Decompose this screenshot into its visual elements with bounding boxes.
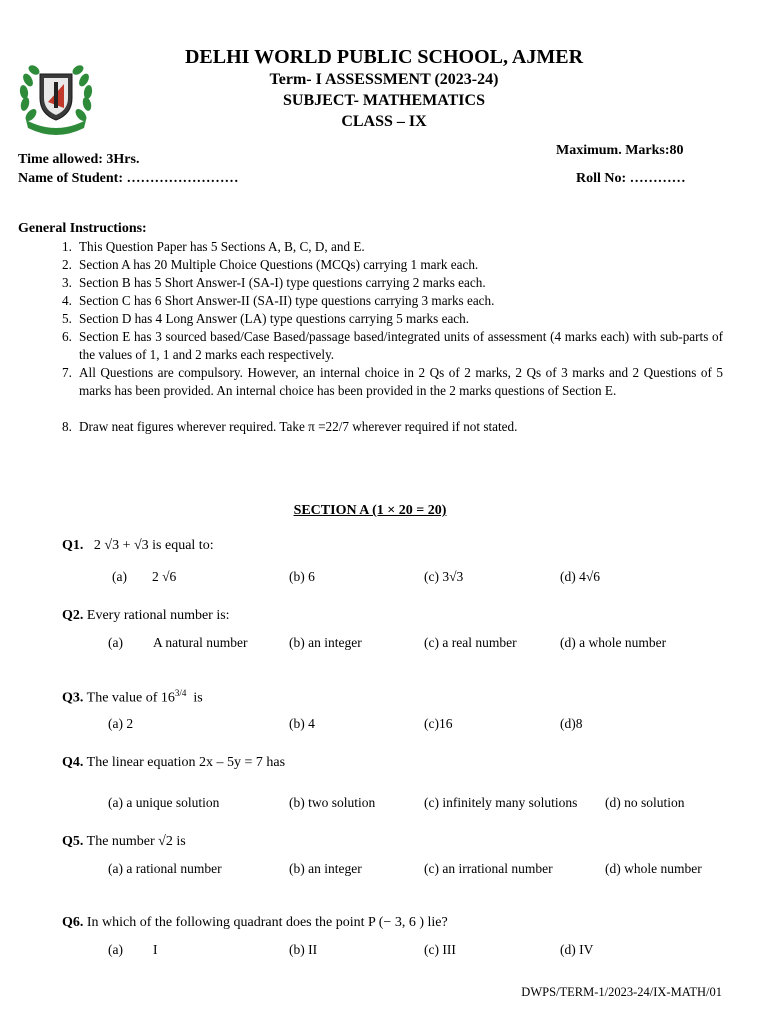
- time-allowed: Time allowed: 3Hrs.: [18, 152, 140, 167]
- option-a: (a) 2: [108, 716, 134, 731]
- option-c: (c) 3√3: [424, 569, 464, 584]
- subject-title: SUBJECT- MATHEMATICS: [283, 92, 485, 109]
- question-number: Q6.: [62, 915, 84, 930]
- option-c: (c) an irrational number: [424, 861, 553, 876]
- instruction-item: 1. This Question Paper has 5 Sections A, B, C, D, and E.: [62, 239, 365, 254]
- option-c: (c) III: [424, 942, 456, 957]
- option-b: (b) 4: [289, 716, 315, 731]
- instruction-item: 7. All Questions are compulsory. However, an internal choice in 2 Qs of 2 marks, 2 Qs of 3 marks and 2 Questions of 5 marks has been provided. An internal choice has been provided in the 2 marks questions of Section E.: [62, 365, 723, 398]
- question-text: Every rational number is:: [86, 608, 230, 623]
- exponent: 3/4: [174, 688, 187, 698]
- maximum-marks: Maximum. Marks:80: [556, 143, 684, 158]
- option-label: (a): [108, 635, 123, 650]
- option-c: (c)16: [424, 716, 453, 731]
- school-name: DELHI WORLD PUBLIC SCHOOL, AJMER: [184, 46, 584, 68]
- class-title: CLASS – IX: [341, 113, 427, 130]
- question-text: The linear equation 2x – 5y = 7 has: [86, 755, 286, 770]
- option-a: I: [153, 942, 158, 957]
- question-number: Q4.: [62, 755, 84, 770]
- instruction-item: 8. Draw neat figures wherever required. Take π =22/7 wherever required if not stated.: [62, 419, 518, 434]
- question-text: 2 √3 + √3 is equal to:: [93, 538, 214, 553]
- option-a: 2 √6: [152, 569, 177, 584]
- option-a: A natural number: [153, 635, 248, 650]
- roll-number-field: Roll No: …………: [576, 171, 686, 186]
- question-text: The number √2 is: [86, 834, 186, 849]
- option-label: (a): [112, 569, 127, 584]
- option-b: (b) an integer: [289, 635, 362, 650]
- question-4: [62, 755, 285, 771]
- question-1: [62, 538, 214, 554]
- question-number: Q2.: [62, 608, 84, 623]
- option-d: (d) whole number: [605, 861, 702, 876]
- instruction-item: 3. Section B has 5 Short Answer-I (SA-I) type questions carrying 2 marks each.: [62, 275, 486, 290]
- question-text: In which of the following quadrant does the point P (− 3, 6 ) lie?: [86, 915, 448, 930]
- option-d: (d) no solution: [605, 795, 685, 810]
- option-b: (b) II: [289, 942, 318, 957]
- assessment-term: Term- I ASSESSMENT (2023-24): [269, 71, 499, 88]
- question-number: Q3.: [62, 690, 84, 706]
- question-3: Q3. The value of $16^{3/4}$ is: [62, 688, 203, 706]
- instructions-title: General Instructions:: [18, 221, 147, 236]
- option-c: (c) a real number: [424, 635, 517, 650]
- question-5: [62, 834, 186, 850]
- instruction-item: 5. Section D has 4 Long Answer (LA) type questions carrying 5 marks each.: [62, 311, 470, 326]
- question-number: Q5.: [62, 834, 84, 849]
- option-d: (d) IV: [560, 942, 594, 957]
- instruction-item: 6. Section E has 3 sourced based/Case Based/passage based/integrated units of assessment (4 marks each) with sub-parts of the values of 1, 1 and 2 marks each respectively.: [62, 329, 723, 362]
- question-text: The value of 16: [86, 690, 175, 706]
- student-name-field: Name of Student: ……………………: [18, 171, 239, 186]
- option-a: (a) a rational number: [108, 861, 222, 876]
- option-d: (d) 4√6: [560, 569, 601, 584]
- instruction-item: 4. Section C has 6 Short Answer-II (SA-II) type questions carrying 3 marks each.: [62, 293, 495, 308]
- paper-code: DWPS/TERM-1/2023-24/IX-MATH/01: [521, 985, 722, 999]
- option-b: (b) two solution: [289, 795, 376, 810]
- option-b: (b) 6: [289, 569, 315, 584]
- option-d: (d)8: [560, 716, 583, 731]
- option-label: (a): [108, 942, 123, 957]
- option-a: (a) a unique solution: [108, 795, 220, 810]
- option-b: (b) an integer: [289, 861, 362, 876]
- question-number: Q1.: [62, 538, 84, 553]
- option-d: (d) a whole number: [560, 635, 667, 650]
- section-a-title: SECTION A (1 × 20 = 20): [293, 503, 447, 518]
- question-6: [62, 915, 448, 931]
- question-2: [62, 608, 230, 624]
- option-c: (c) infinitely many solutions: [424, 795, 578, 810]
- instruction-item: 2. Section A has 20 Multiple Choice Questions (MCQs) carrying 1 mark each.: [62, 257, 479, 272]
